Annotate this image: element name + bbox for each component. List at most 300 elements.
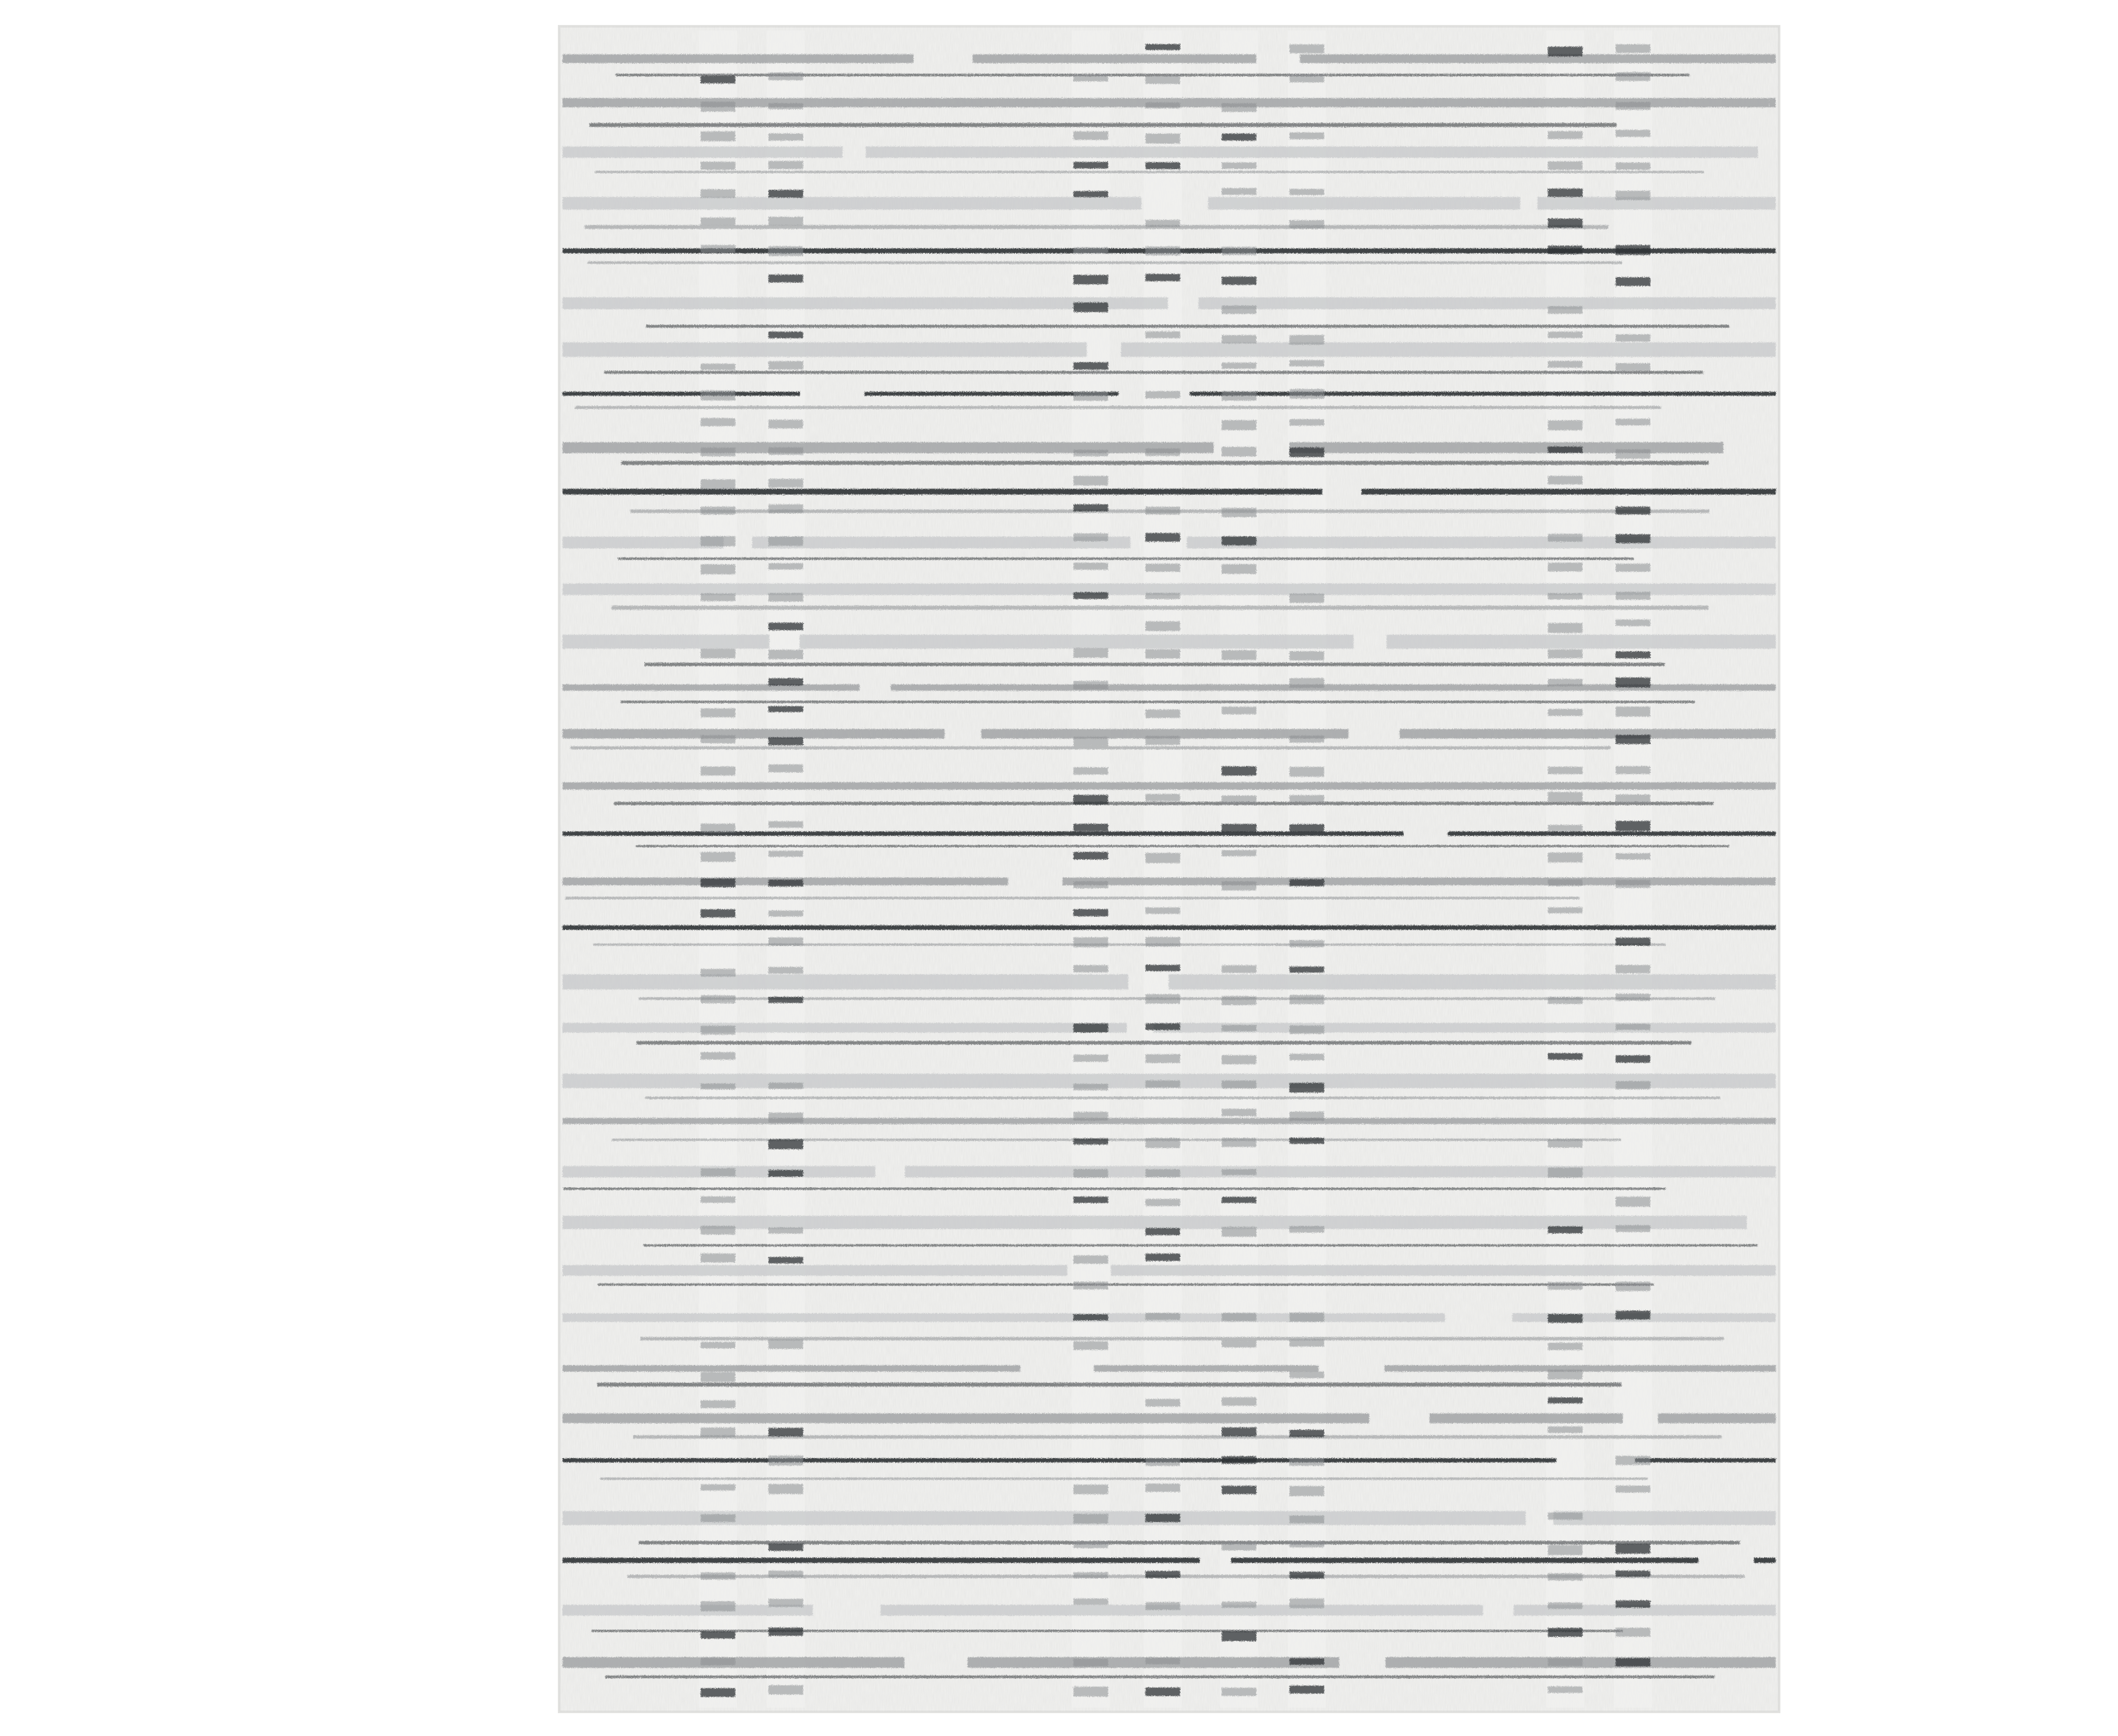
plaid-block-0-1-38 [768,1139,803,1149]
stripe-thin-12 [645,663,1665,666]
plaid-block-1-0-45 [1073,1341,1108,1350]
plaid-block-0-0-42 [701,1254,735,1263]
plaid-block-1-0-36 [1073,1084,1108,1090]
plaid-block-1-1-31 [1145,937,1180,947]
plaid-block-1-1-0 [1145,44,1180,50]
stripe-thin-16 [636,845,1729,847]
plaid-block-0-1-33 [768,997,803,1003]
plaid-block-0-0-33 [701,995,735,1003]
stripe-5-2 [1683,297,1776,309]
plaid-block-3-0-55 [1548,1628,1583,1637]
plaid-block-3-1-55 [1616,1628,1650,1636]
plaid-block-1-1-51 [1145,1514,1180,1522]
stripe-thin-11 [612,606,1709,609]
plaid-block-2-1-21 [1289,651,1324,661]
stripe-thin-20 [636,1041,1691,1044]
plaid-block-3-0-14 [1548,446,1583,453]
stripe-15-0 [563,782,1120,790]
plaid-block-0-1-8 [768,274,803,282]
stripe-2-2 [1433,147,1758,158]
plaid-block-1-1-8 [1145,274,1180,281]
plaid-block-2-0-32 [1222,965,1256,973]
plaid-block-3-0-23 [1548,709,1583,716]
plaid-block-0-1-32 [768,967,803,974]
plaid-block-0-1-42 [768,1257,803,1263]
plaid-block-2-1-57 [1289,1686,1324,1694]
stripe-5-1 [1198,297,1683,309]
plaid-block-3-1-43 [1616,1282,1650,1291]
stripe-13-1 [891,684,1026,691]
plaid-block-2-1-51 [1289,1515,1324,1523]
plaid-block-1-0-1 [1073,74,1108,81]
plaid-block-0-1-28 [768,851,803,857]
plaid-block-0-1-18 [768,563,803,570]
plaid-block-2-0-57 [1222,1688,1256,1696]
plaid-block-3-0-0 [1548,47,1583,56]
plaid-block-3-0-39 [1548,1168,1583,1178]
plaid-block-3-1-40 [1616,1197,1650,1207]
plaid-block-1-1-17 [1145,533,1180,542]
plaid-block-3-0-5 [1548,188,1583,197]
plaid-block-2-1-12 [1289,389,1324,399]
plaid-block-2-0-38 [1222,1138,1256,1147]
plaid-block-0-0-29 [701,878,735,887]
plaid-block-1-0-57 [1073,1686,1108,1696]
plaid-block-3-0-44 [1548,1314,1583,1323]
plaid-block-3-0-11 [1548,361,1583,368]
plaid-block-2-0-52 [1222,1542,1256,1550]
plaid-block-2-1-0 [1289,44,1324,53]
plaid-block-3-0-20 [1548,623,1583,633]
plaid-block-1-1-47 [1145,1399,1180,1407]
plaid-block-1-1-32 [1145,965,1180,971]
plaid-block-1-0-50 [1073,1484,1108,1494]
plaid-block-3-1-5 [1616,191,1650,200]
plaid-block-3-1-27 [1616,821,1650,831]
stripe-20-2 [1640,1023,1776,1033]
plaid-block-0-1-29 [768,880,803,887]
plaid-block-2-0-54 [1222,1602,1256,1608]
plaid-block-1-1-10 [1145,331,1180,338]
plaid-block-0-1-6 [768,217,803,226]
plaid-block-0-0-5 [701,189,735,198]
plaid-block-1-1-12 [1145,391,1180,399]
plaid-block-2-1-5 [1289,189,1324,195]
plaid-block-1-0-32 [1073,965,1108,972]
plaid-block-0-0-3 [701,131,735,141]
stripe-thin-23 [563,1188,1666,1190]
plaid-block-2-1-52 [1289,1541,1324,1547]
plaid-block-1-0-16 [1073,504,1108,512]
plaid-block-0-1-19 [768,593,803,601]
plaid-block-2-0-48 [1222,1427,1256,1436]
stripe-2-1 [866,147,1433,158]
plaid-block-1-1-20 [1145,621,1180,631]
plaid-block-3-1-31 [1616,938,1650,946]
plaid-block-2-0-33 [1222,996,1256,1005]
plaid-block-2-0-17 [1222,536,1256,545]
plaid-block-3-1-34 [1616,1024,1650,1030]
plaid-block-3-1-3 [1616,130,1650,137]
plaid-block-2-0-5 [1222,188,1256,195]
plaid-block-0-0-2 [701,102,735,112]
plaid-block-0-1-25 [768,764,803,772]
plaid-block-3-1-2 [1616,102,1650,110]
stripe-11-0 [563,584,1163,595]
stripe-thin-29 [600,1478,1648,1480]
plaid-block-0-0-45 [701,1342,735,1348]
stripe-29-0 [563,1458,1131,1462]
plaid-block-1-0-27 [1073,824,1108,831]
plaid-block-3-1-21 [1616,651,1650,658]
plaid-block-0-1-17 [768,537,803,546]
plaid-block-0-1-52 [768,1544,803,1551]
stripe-10-2 [1187,537,1776,548]
plaid-block-3-0-54 [1548,1603,1583,1609]
plaid-block-1-1-44 [1145,1313,1180,1320]
plaid-block-1-0-42 [1073,1255,1108,1263]
stripe-22-1 [792,1118,1250,1124]
plaid-block-1-0-25 [1073,767,1108,775]
stripe-28-3 [1430,1413,1623,1423]
stripe-25-2 [1499,1265,1637,1276]
plaid-block-2-0-14 [1222,447,1256,457]
stripe-11-1 [1163,584,1382,595]
plaid-block-0-0-1 [701,76,735,83]
plaid-block-3-1-28 [1616,853,1650,860]
plaid-block-3-1-18 [1616,564,1650,572]
stripe-0-3 [1687,54,1776,63]
plaid-block-2-0-8 [1222,277,1256,285]
stripe-30-2 [1553,1511,1776,1525]
plaid-block-2-0-13 [1222,420,1256,430]
plaid-block-1-0-31 [1073,937,1108,947]
plaid-block-2-0-9 [1222,306,1256,314]
plaid-block-0-0-41 [701,1226,735,1234]
plaid-block-3-1-20 [1616,620,1650,626]
plaid-block-2-1-32 [1289,966,1324,972]
plaid-block-2-1-3 [1289,133,1324,139]
plaid-block-1-0-19 [1073,592,1108,599]
plaid-block-2-1-34 [1289,1025,1324,1034]
plaid-block-0-0-25 [701,767,735,775]
plaid-block-2-1-37 [1289,1112,1324,1121]
stripe-27-1 [852,1365,1020,1372]
plaid-block-3-1-33 [1616,994,1650,1001]
plaid-block-1-0-37 [1073,1112,1108,1121]
plaid-block-3-1-26 [1616,795,1650,803]
plaid-block-1-0-18 [1073,562,1108,570]
plaid-block-3-1-8 [1616,277,1650,286]
plaid-block-0-1-50 [768,1484,803,1494]
plaid-block-1-0-43 [1073,1282,1108,1289]
plaid-column-2-1 [1288,30,1326,1708]
plaid-block-3-0-9 [1548,306,1583,314]
plaid-block-2-0-50 [1222,1486,1256,1494]
plaid-block-0-1-2 [768,103,803,109]
plaid-block-0-1-53 [768,1571,803,1577]
plaid-block-1-1-39 [1145,1169,1180,1177]
plaid-block-1-1-30 [1145,908,1180,914]
plaid-block-1-1-42 [1145,1254,1180,1261]
plaid-block-1-0-17 [1073,533,1108,541]
stripe-18-1 [1169,925,1776,930]
plaid-block-0-0-18 [701,564,735,574]
stripe-3-3 [1713,197,1776,210]
plaid-block-2-0-34 [1222,1025,1256,1031]
stripe-thin-1 [589,123,1616,127]
plaid-block-2-0-16 [1222,508,1256,517]
stripe-12-4 [1733,635,1776,649]
plaid-block-3-1-36 [1616,1081,1650,1090]
plaid-block-0-1-37 [768,1113,803,1123]
stripe-16-2 [1448,831,1776,836]
plaid-block-1-1-2 [1145,102,1180,108]
plaid-block-3-1-29 [1616,880,1650,888]
stripe-14-3 [1400,729,1776,739]
stripe-27-2 [1094,1365,1319,1372]
plaid-block-0-1-5 [768,190,803,197]
plaid-block-3-0-15 [1548,476,1583,485]
plaid-block-1-0-8 [1073,275,1108,284]
plaid-block-1-0-30 [1073,909,1108,916]
plaid-block-2-0-10 [1222,335,1256,343]
plaid-block-3-0-10 [1548,332,1583,338]
stripe-thin-6 [604,371,1703,374]
plaid-block-2-0-45 [1222,1340,1256,1348]
plaid-block-3-1-53 [1616,1570,1650,1576]
plaid-block-0-0-36 [701,1083,735,1089]
plaid-block-1-1-49 [1145,1459,1180,1466]
stripe-15-1 [1120,782,1399,790]
plaid-block-2-0-44 [1222,1313,1256,1321]
plaid-block-3-1-19 [1616,592,1650,600]
plaid-block-1-0-26 [1073,795,1108,805]
plaid-block-3-0-46 [1548,1370,1583,1379]
stripe-14-1 [787,729,945,739]
plaid-block-0-1-13 [768,420,803,428]
plaid-block-3-1-32 [1616,965,1650,973]
plaid-block-3-0-19 [1548,593,1583,600]
plaid-block-1-0-44 [1073,1314,1108,1321]
plaid-block-2-1-24 [1289,736,1324,743]
stripe-24-0 [563,1216,1207,1229]
stripe-3-0 [563,197,1141,210]
plaid-block-3-0-56 [1548,1658,1583,1666]
stripe-thin-27 [597,1383,1622,1387]
plaid-block-2-1-1 [1289,74,1324,82]
plaid-block-2-1-38 [1289,1138,1324,1143]
plaid-block-3-1-23 [1616,706,1650,717]
plaid-block-1-1-41 [1145,1228,1180,1235]
stripe-thin-17 [566,897,1579,899]
stripe-10-0 [563,537,724,548]
stripe-2-0 [563,147,843,158]
plaid-block-3-0-7 [1548,246,1583,254]
plaid-block-2-1-19 [1289,594,1324,603]
stripe-thin-18 [593,944,1666,946]
plaid-block-1-1-36 [1145,1080,1180,1088]
plaid-block-1-0-7 [1073,247,1108,254]
stripe-20-0 [563,1023,1127,1033]
plaid-block-1-1-56 [1145,1658,1180,1664]
plaid-block-2-0-21 [1222,650,1256,660]
plaid-block-1-0-9 [1073,302,1108,312]
plaid-block-3-0-35 [1548,1053,1583,1060]
plaid-block-0-0-28 [701,852,735,862]
stripe-28-1 [851,1413,981,1423]
plaid-block-2-1-25 [1289,767,1324,777]
plaid-block-2-0-2 [1222,103,1256,112]
plaid-block-0-0-39 [701,1168,735,1177]
plaid-block-2-1-33 [1289,995,1324,1004]
plaid-block-3-1-25 [1616,766,1650,774]
plaid-block-0-0-17 [701,536,735,546]
plaid-block-1-1-54 [1145,1602,1180,1610]
plaid-block-2-0-35 [1222,1055,1256,1064]
plaid-block-2-0-18 [1222,564,1256,574]
plaid-block-1-0-21 [1073,648,1108,658]
plaid-block-2-1-53 [1289,1572,1324,1579]
plaid-block-2-0-7 [1222,247,1256,255]
plaid-block-0-0-21 [701,649,735,659]
plaid-block-2-1-22 [1289,678,1324,688]
plaid-block-3-1-1 [1616,72,1650,81]
stripe-25-3 [1637,1265,1776,1276]
plaid-block-3-1-13 [1616,419,1650,426]
stripe-14-0 [563,729,787,739]
plaid-block-0-0-50 [701,1484,735,1491]
plaid-block-3-0-51 [1548,1512,1583,1520]
plaid-block-2-1-48 [1289,1430,1324,1437]
plaid-block-2-1-27 [1289,824,1324,832]
plaid-block-3-0-57 [1548,1686,1583,1693]
plaid-block-1-0-54 [1073,1598,1108,1605]
plaid-block-0-1-48 [768,1428,803,1436]
plaid-block-0-1-11 [768,361,803,370]
stripe-7-0 [563,392,800,396]
plaid-block-0-0-56 [701,1658,735,1665]
stripe-19-1 [1169,975,1673,990]
stripe-thin-5 [646,325,1729,328]
plaid-block-3-0-30 [1548,907,1583,913]
stripe-thin-10 [618,557,1634,560]
stripe-8-2 [1289,442,1724,453]
stripe-28-0 [563,1413,851,1423]
stripe-28-4 [1658,1413,1776,1423]
plaid-block-1-1-23 [1145,709,1180,718]
plaid-block-2-0-41 [1222,1227,1256,1237]
stripe-28-2 [981,1413,1369,1423]
plaid-block-2-1-46 [1289,1371,1324,1378]
plaid-block-3-1-11 [1616,363,1650,371]
stripe-12-0 [563,635,770,649]
stripe-thin-3 [585,225,1608,229]
stripe-9-2 [1361,489,1776,494]
plaid-block-2-0-4 [1222,163,1256,169]
plaid-block-3-1-52 [1616,1544,1650,1554]
plaid-block-1-0-34 [1073,1024,1108,1033]
plaid-block-1-0-14 [1073,450,1108,456]
stripe-7-2 [1189,392,1776,396]
plaid-block-3-1-22 [1616,678,1650,687]
plaid-block-0-0-23 [701,709,735,717]
plaid-block-0-0-19 [701,593,735,601]
plaid-block-0-1-41 [768,1227,803,1233]
stripe-27-0 [563,1365,852,1372]
rug [559,26,1779,1712]
plaid-block-1-1-19 [1145,593,1180,599]
plaid-block-1-1-18 [1145,564,1180,572]
stripe-31-0 [563,1558,1200,1563]
plaid-block-0-1-30 [768,911,803,916]
plaid-block-3-1-7 [1616,245,1650,255]
plaid-block-3-0-52 [1548,1545,1583,1555]
plaid-block-3-0-26 [1548,792,1583,802]
plaid-block-1-0-24 [1073,737,1108,747]
plaid-block-0-0-57 [701,1688,735,1697]
plaid-column-0-0 [699,30,737,1708]
plaid-block-1-0-29 [1073,881,1108,889]
stripe-thin-25 [598,1283,1653,1285]
plaid-block-3-1-50 [1616,1486,1650,1492]
stripe-9-1 [890,489,1322,494]
plaid-block-0-0-27 [701,824,735,833]
plaid-block-2-0-39 [1222,1169,1256,1175]
plaid-block-0-1-54 [768,1599,803,1607]
plaid-block-3-1-14 [1616,449,1650,459]
plaid-block-2-0-37 [1222,1109,1256,1116]
plaid-block-0-1-14 [768,447,803,454]
plaid-block-3-1-16 [1616,507,1650,515]
plaid-block-1-1-24 [1145,736,1180,745]
stripe-16-1 [1231,831,1403,836]
plaid-block-0-0-54 [701,1601,735,1611]
plaid-block-3-0-41 [1548,1227,1583,1234]
plaid-block-0-0-55 [701,1631,735,1639]
plaid-block-1-0-52 [1073,1542,1108,1548]
plaid-block-2-1-31 [1289,940,1324,947]
plaid-block-2-0-11 [1222,363,1256,368]
stripe-thin-33 [605,1675,1715,1678]
plaid-block-2-0-36 [1222,1080,1256,1088]
plaid-block-1-1-6 [1145,220,1180,227]
plaid-block-1-0-3 [1073,131,1108,140]
plaid-block-3-0-28 [1548,853,1583,862]
plaid-block-3-1-56 [1616,1658,1650,1666]
plaid-block-1-0-4 [1073,162,1108,169]
plaid-block-3-0-53 [1548,1573,1583,1581]
stripe-31-1 [1231,1558,1698,1563]
plaid-block-0-0-24 [701,735,735,743]
plaid-block-0-0-15 [701,479,735,489]
plaid-block-0-1-57 [768,1685,803,1694]
plaid-block-0-0-32 [701,969,735,977]
stripe-18-0 [563,925,1169,930]
plaid-block-2-1-11 [1289,360,1324,366]
plaid-block-2-1-29 [1289,879,1324,886]
plaid-block-3-0-45 [1548,1343,1583,1350]
plaid-block-0-1-7 [768,246,803,256]
plaid-block-2-0-55 [1222,1631,1256,1641]
stripe-thin-22 [612,1138,1621,1141]
stripe-1-0 [563,98,1074,108]
stripe-9-0 [563,489,890,494]
stripe-thin-15 [614,802,1714,805]
stripe-12-1 [800,635,1131,649]
plaid-block-1-0-40 [1073,1196,1108,1203]
stripe-0-2 [1300,54,1687,63]
